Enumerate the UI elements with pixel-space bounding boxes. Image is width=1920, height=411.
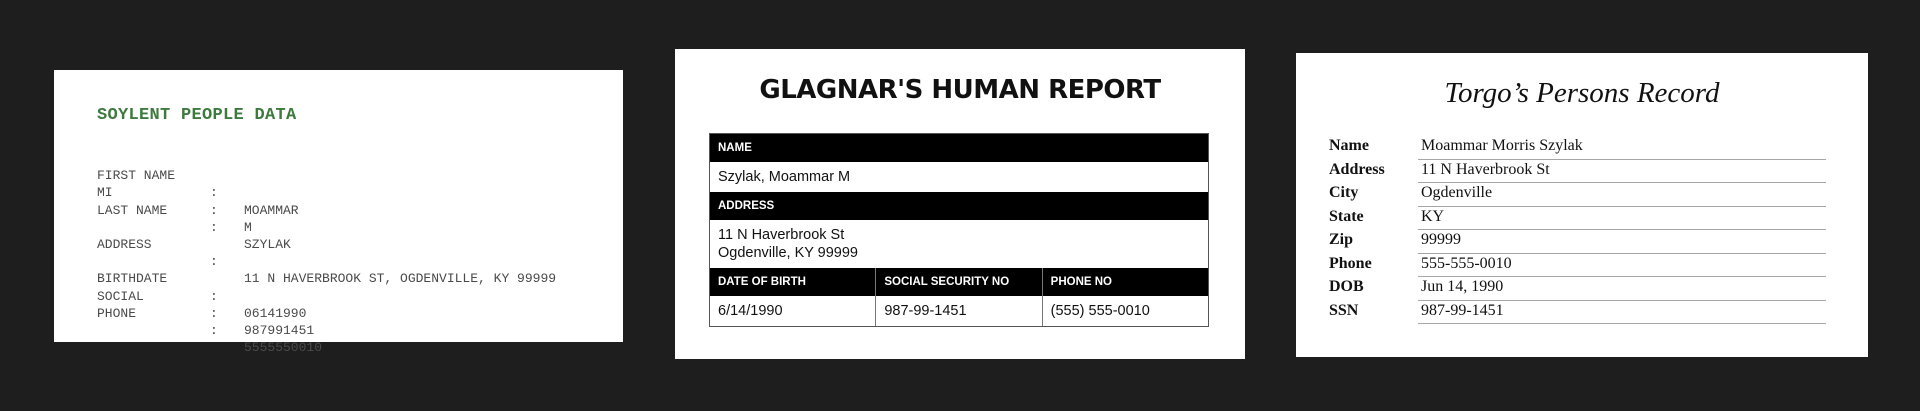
dob-header: DATE OF BIRTH [710, 268, 875, 296]
soylent-field-list [97, 150, 557, 356]
field-colon: : [210, 305, 218, 321]
ssn-value: 987-99-1451 [884, 303, 967, 319]
field-label: SOCIAL [97, 288, 144, 304]
field-colon: : [210, 185, 218, 201]
torgo-title: Torgo’s Persons Record [1444, 77, 1720, 109]
field-colon: : [210, 254, 218, 270]
address-line-1: 11 N Haverbrook St [718, 227, 845, 243]
details-grid [710, 268, 1208, 326]
field-value: 555-555-0010 [1418, 255, 1826, 278]
field-colon: : [210, 202, 218, 218]
torgo-field-list [1329, 135, 1826, 323]
field-label: Phone [1329, 254, 1372, 272]
field-value: 11 N HAVERBROOK ST, OGDENVILLE, KY 99999 [244, 271, 557, 287]
name-value: Szylak, Moammar M [718, 169, 851, 185]
field-label: Address [1329, 160, 1385, 178]
field-label: Name [1329, 137, 1369, 154]
field-label: PHONE [97, 305, 137, 321]
field-label: ADDRESS [97, 236, 152, 252]
field-label: DOB [1329, 278, 1364, 295]
address-value [710, 220, 1208, 268]
field-value: Ogdenville [1418, 184, 1826, 207]
field-colon: : [210, 322, 218, 338]
field-value: 06141990 [244, 305, 307, 321]
torgo-row-zip [1329, 229, 1826, 253]
soylent-title: SOYLENT PEOPLE DATA [97, 106, 297, 125]
field-value: Jun 14, 1990 [1418, 278, 1826, 301]
torgo-row-phone [1329, 253, 1826, 277]
torgo-row-ssn [1329, 300, 1826, 324]
soylent-record-card [54, 70, 623, 356]
field-value: 5555550010 [244, 340, 323, 356]
field-label: SSN [1329, 301, 1359, 319]
phone-header: PHONE NO [1043, 268, 1208, 296]
torgo-row-city [1329, 182, 1826, 206]
field-colon: : [210, 219, 218, 235]
phone-value: (555) 555-0010 [1050, 303, 1150, 319]
field-value: MOAMMAR [244, 202, 299, 218]
torgo-record-card [1296, 53, 1868, 357]
field-label: City [1329, 184, 1359, 201]
field-value: M [244, 219, 252, 235]
torgo-row-address [1329, 159, 1826, 183]
glagnar-title: GLAGNAR'S HUMAN REPORT [759, 75, 1161, 105]
ssn-header: SOCIAL SECURITY NO [876, 268, 1041, 296]
torgo-row-state [1329, 206, 1826, 230]
ssn-column [875, 268, 1041, 326]
field-value: Moammar Morris Szylak [1418, 137, 1826, 160]
field-label: Zip [1329, 231, 1354, 248]
address-header: ADDRESS [710, 192, 1208, 220]
field-value: 987991451 [244, 322, 315, 338]
field-value: KY [1418, 208, 1826, 231]
field-value: SZYLAK [244, 236, 291, 252]
torgo-row-name [1329, 135, 1826, 159]
dob-value: 6/14/1990 [718, 303, 783, 319]
field-colon: : [210, 288, 218, 304]
field-label: LAST NAME [97, 202, 168, 218]
dob-column [710, 268, 875, 326]
phone-column [1042, 268, 1208, 326]
field-value: 99999 [1418, 231, 1826, 254]
torgo-row-dob [1329, 276, 1826, 300]
field-value: 987-99-1451 [1418, 302, 1826, 325]
field-label: BIRTHDATE [97, 271, 168, 287]
field-label: MI [97, 185, 113, 201]
address-line-2: Ogdenville, KY 99999 [718, 245, 859, 261]
field-label: State [1329, 207, 1364, 225]
field-label: FIRST NAME [97, 168, 176, 184]
field-value: 11 N Haverbrook St [1418, 161, 1826, 184]
name-header: NAME [710, 134, 1208, 162]
glagnar-report-card [675, 49, 1245, 359]
glagnar-form [709, 133, 1209, 327]
